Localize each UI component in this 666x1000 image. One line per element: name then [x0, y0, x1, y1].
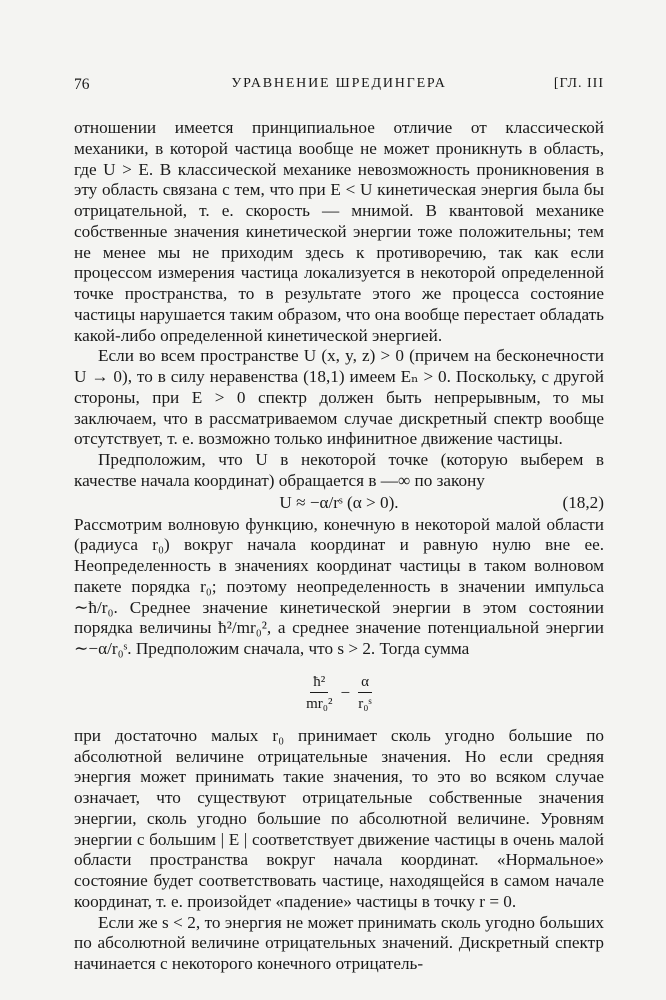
- paragraph-5: при достаточно малых r₀ принимает сколь угодно большие по абсолютной величине отрицательные значения. Но если средняя энергия может принимать такие значения, то это во всяком случае означает, что существуют отрицательные собственные значения энергии, сколь угодно большие по абсолютной величине. Уровням энергии с большим | E | соответствует движение частицы в очень малой области пространства вокруг начала координат. «Нормальное» состояние будет соответствовать частице, находящейся в самом начале координат, т. е. произойдет «падение» частицы в точку r = 0.: [74, 725, 604, 911]
- fraction-formula: [74, 664, 604, 724]
- page-number: 76: [74, 76, 90, 93]
- fraction-potential: [358, 673, 372, 714]
- fraction-numerator: α: [358, 673, 372, 693]
- chapter-label: [ГЛ. III: [553, 76, 604, 91]
- fraction-numerator: ħ²: [310, 673, 328, 693]
- paragraph-2: Если во всем пространстве U (x, y, z) > 0 (причем на бесконечности U → 0), то в силу неравенства (18,1) имеем Eₙ > 0. Поскольку, с другой стороны, при E > 0 спектр должен быть непрерывным, то мы заключаем, что в рассматриваемом случае дискретный спектр вообще отсутствует, т. е. возможно только инфинитное движение частицы.: [74, 346, 604, 449]
- paragraph-3: Предположим, что U в некоторой точке (которую выберем в качестве начала координат) обращается в —∞ по закону: [74, 450, 604, 490]
- formula-18-2: [74, 493, 604, 514]
- page-body: [74, 118, 604, 975]
- minus-sign: −: [340, 683, 351, 703]
- paragraph-1: отношении имеется принципиальное отличие от классической механики, в которой частица вообще не может проникнуть в область, где U > E. В классической механике невозможность проникновения в эту область связана с тем, что при E < U кинетическая энергия была бы отрицательной, т. е. скорость — мнимой. В квантовой механике собственные значения кинетической энергии тоже положительны; тем не менее мы не приходим здесь к противоречию, так как если процессом измерения частица локализуется в некоторой определенной точке пространства, то в результате этого же процесса состояние частицы нарушается таким образом, что она вообще перестает обладать какой-либо определенной кинетической энергией.: [74, 118, 604, 345]
- formula-number: (18,2): [562, 492, 604, 512]
- fraction-denominator: r₀ˢ: [358, 696, 372, 713]
- formula-expression: U ≈ −α/rˢ (α > 0).: [279, 492, 399, 512]
- fraction-kinetic: [306, 673, 332, 714]
- fraction-denominator: mr₀²: [306, 696, 333, 713]
- page-header: [74, 76, 604, 98]
- paragraph-6: Если же s < 2, то энергия не может принимать сколь угодно больших по абсолютной величине отрицательных значений. Дискретный спектр начинается с некоторого конечного отрицатель-: [74, 912, 604, 973]
- running-title: УРАВНЕНИЕ ШРЕДИНГЕРА: [231, 76, 447, 91]
- paragraph-4: Рассмотрим волновую функцию, конечную в некоторой малой области (радиуса r₀) вокруг начала координат и равную нулю вне ее. Неопределенность в значениях координат частицы в таком волновом пакете порядка r₀; поэтому неопределенность в значении импульса ∼ħ/r₀. Среднее значение кинетической энергии в этом состоянии порядка величины ħ²/mr₀², а среднее значение потенциальной энергии ∼−α/r₀ˢ. Предположим сначала, что s > 2. Тогда сумма: [74, 514, 604, 658]
